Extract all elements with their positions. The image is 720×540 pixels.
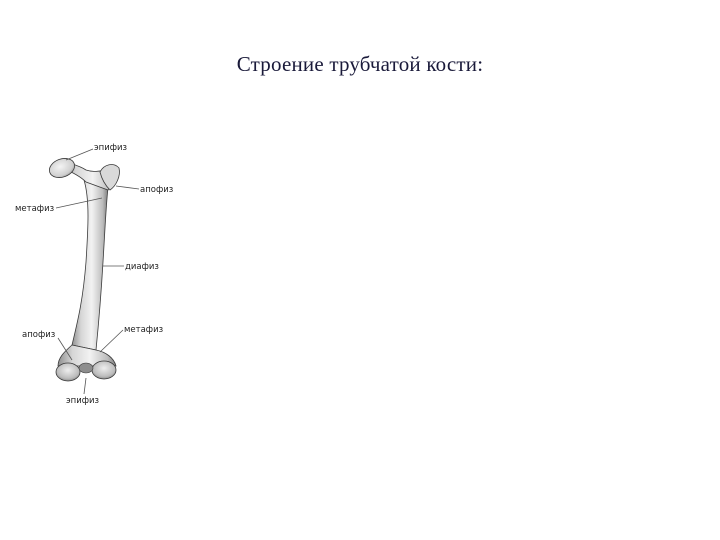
label-metaphysis-top: метафиз xyxy=(15,204,55,214)
label-apophysis-bottom: апофиз xyxy=(22,330,56,340)
leader-epiphysis-top xyxy=(66,149,93,160)
leader-metaphysis-bottom xyxy=(100,330,123,352)
label-epiphysis-bottom: эпифиз xyxy=(66,396,100,406)
label-apophysis-top: апофиз xyxy=(140,185,174,195)
label-metaphysis-bottom: метафиз xyxy=(124,325,164,335)
diaphysis-shape xyxy=(72,180,108,350)
slide-title: Строение трубчатой кости: xyxy=(236,52,484,76)
leader-epiphysis-bottom xyxy=(84,378,86,394)
label-epiphysis-top: эпифиз xyxy=(94,143,128,153)
medial-condyle-shape xyxy=(56,363,80,381)
intercondylar-shape xyxy=(79,363,93,373)
lateral-condyle-shape xyxy=(92,361,116,379)
label-diaphysis: диафиз xyxy=(125,262,159,272)
leader-apophysis-top xyxy=(116,186,139,189)
femoral-head-shape xyxy=(47,155,78,181)
